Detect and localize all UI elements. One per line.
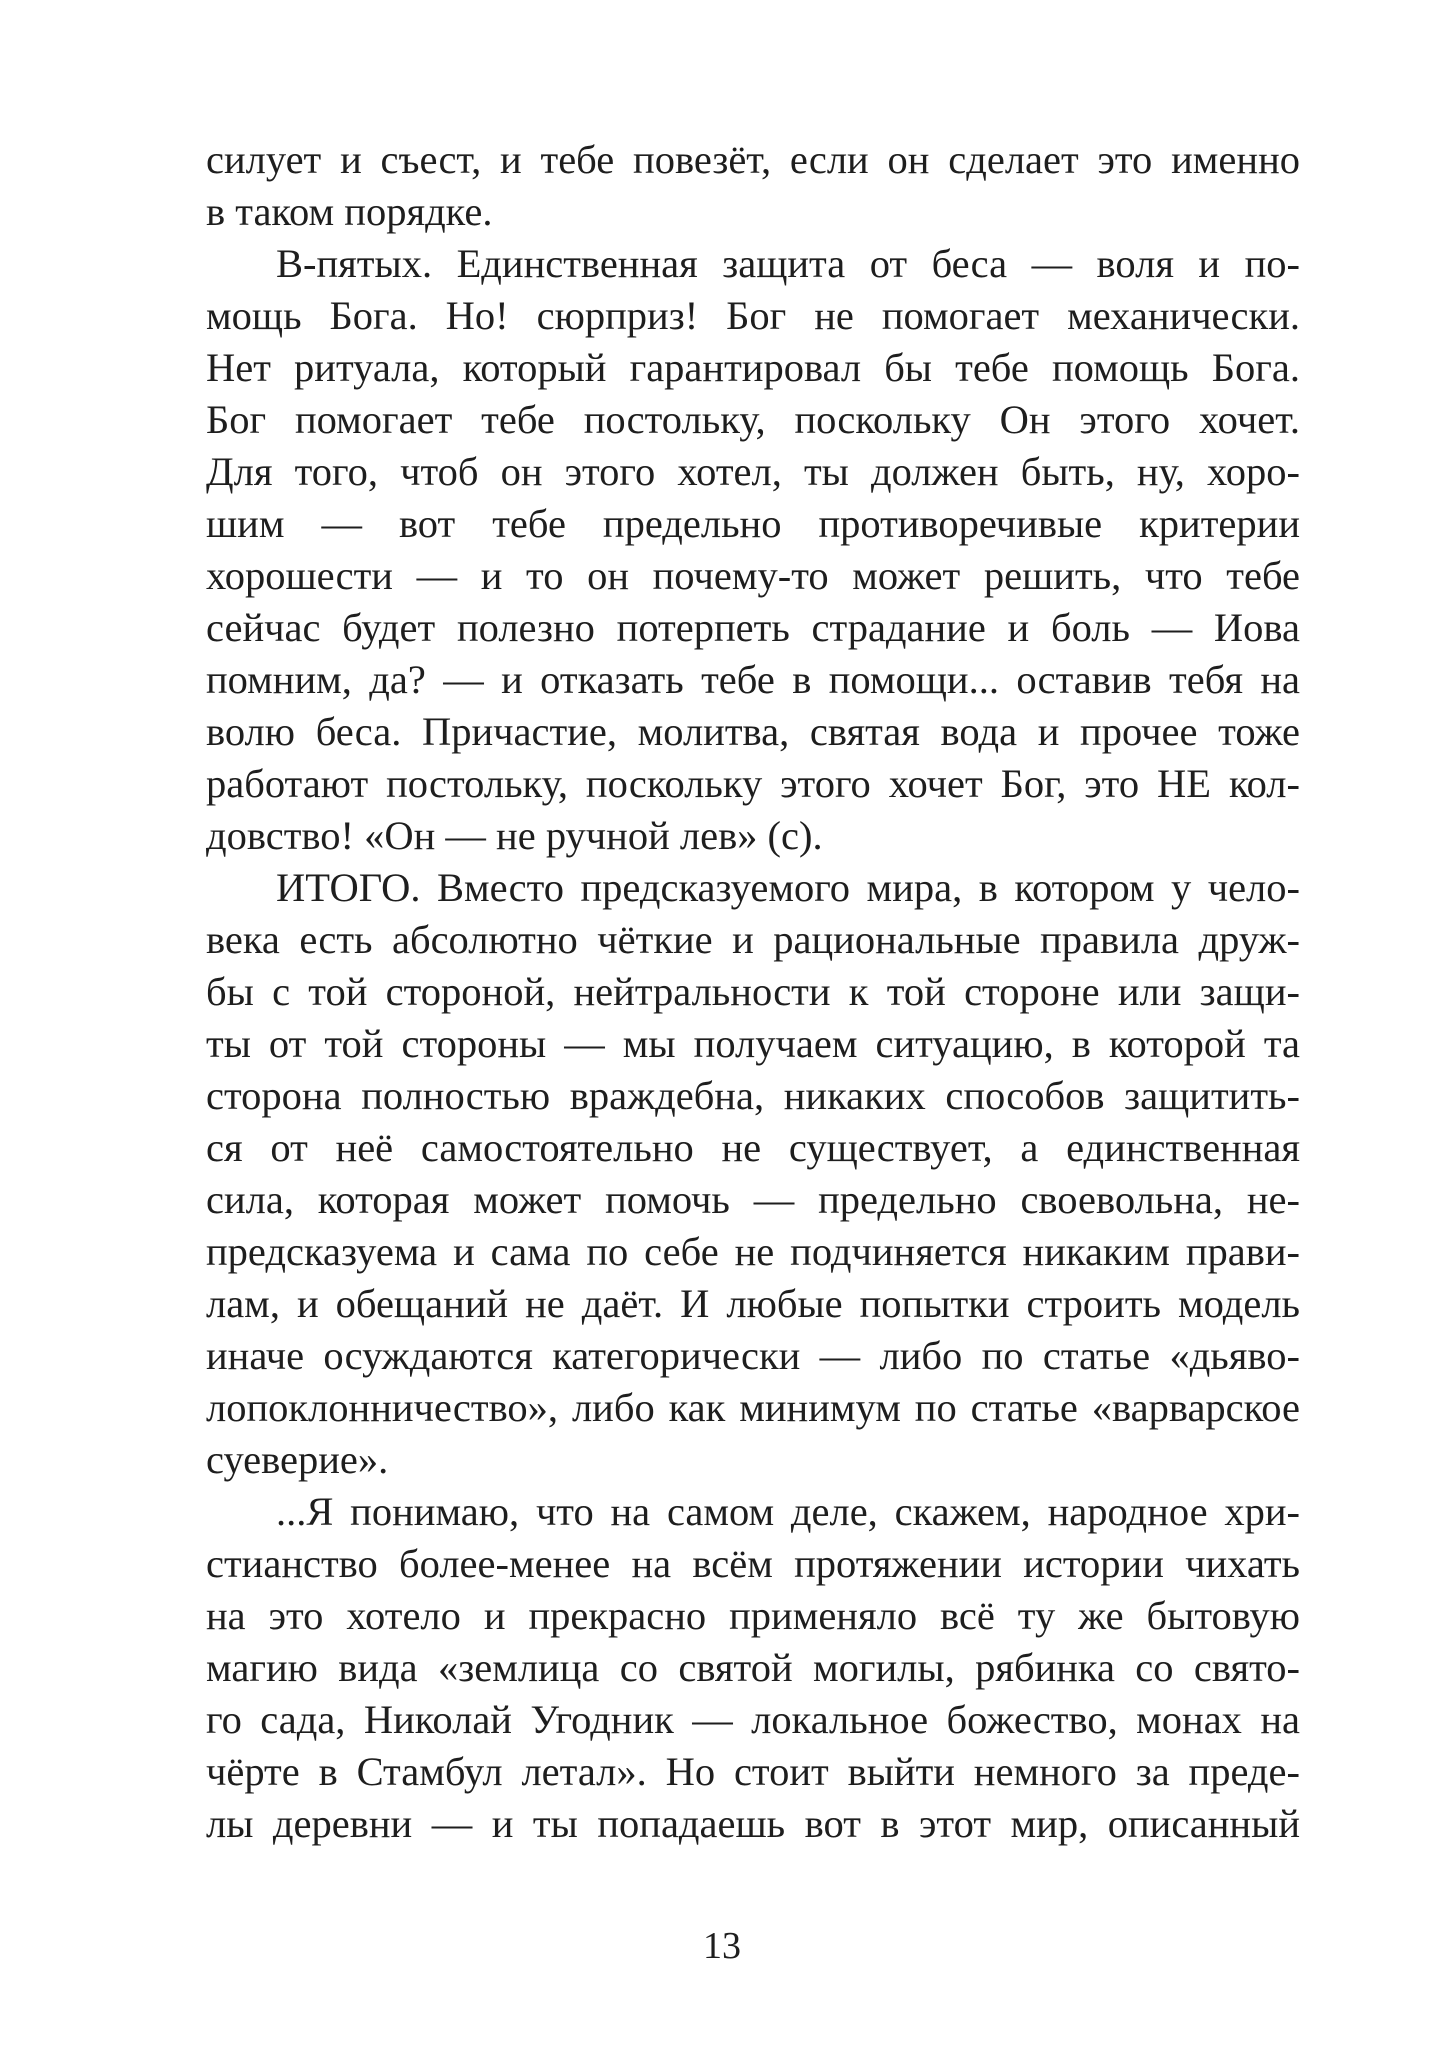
text-line: Нет ритуала, который гарантировал бы тебе помощь Бога. bbox=[206, 345, 1300, 390]
text-line: сейчас будет полезно потерпеть страдание и боль — Иова bbox=[206, 605, 1300, 650]
page-number: 13 bbox=[703, 1925, 741, 1967]
body-text bbox=[206, 134, 1300, 1850]
text-line: ИТОГО. Вместо предсказуемого мира, в котором у чело- bbox=[276, 865, 1300, 910]
text-line: В-пятых. Единственная защита от беса — воля и по- bbox=[276, 241, 1300, 286]
text-line: лы деревни — и ты попадаешь вот в этот мир, описанный bbox=[206, 1801, 1300, 1846]
text-line: шим — вот тебе предельно противоречивые критерии bbox=[206, 501, 1300, 546]
text-line: Для того, чтоб он этого хотел, ты должен быть, ну, хоро- bbox=[206, 449, 1300, 494]
text-line: на это хотело и прекрасно применяло всё ту же бытовую bbox=[206, 1593, 1300, 1638]
text-line: лопоклонничество», либо как минимум по статье «варварское bbox=[206, 1385, 1300, 1430]
text-line: стианство более-менее на всём протяжении истории чихать bbox=[206, 1541, 1300, 1586]
text-line: силует и съест, и тебе повезёт, если он сделает это именно bbox=[206, 137, 1300, 182]
text-line: ...Я понимаю, что на самом деле, скажем, народное хри- bbox=[276, 1489, 1300, 1534]
text-line: го сада, Николай Угодник — локальное божество, монах на bbox=[206, 1697, 1300, 1742]
text-line: бы с той стороной, нейтральности к той стороне или защи- bbox=[206, 969, 1300, 1014]
text-line: иначе осуждаются категорически — либо по статье «дьяво- bbox=[206, 1333, 1300, 1378]
text-line: помним, да? — и отказать тебе в помощи... оставив тебя на bbox=[206, 657, 1300, 702]
text-line: магию вида «землица со святой могилы, рябинка со свято- bbox=[206, 1645, 1300, 1690]
text-line: в таком порядке. bbox=[206, 189, 493, 234]
text-line: века есть абсолютно чёткие и рациональные правила друж- bbox=[206, 917, 1300, 962]
text-line: волю беса. Причастие, молитва, святая вода и прочее тоже bbox=[206, 709, 1300, 754]
text-line: сторона полностью враждебна, никаких способов защитить- bbox=[206, 1073, 1300, 1118]
text-line: мощь Бога. Но! сюрприз! Бог не помогает механически. bbox=[206, 293, 1300, 338]
text-line: сила, которая может помочь — предельно своевольна, не- bbox=[206, 1177, 1300, 1222]
text-line: работают постольку, поскольку этого хочет Бог, это НЕ кол- bbox=[206, 761, 1300, 806]
text-line: довство! «Он — не ручной лев» (с). bbox=[206, 813, 823, 858]
text-line: хорошести — и то он почему-то может решить, что тебе bbox=[206, 553, 1300, 598]
text-line: суеверие». bbox=[206, 1437, 389, 1482]
text-line: ты от той стороны — мы получаем ситуацию, в которой та bbox=[206, 1021, 1300, 1066]
text-line: Бог помогает тебе постольку, поскольку Он этого хочет. bbox=[206, 397, 1300, 442]
text-line: чёрте в Стамбул летал». Но стоит выйти немного за преде- bbox=[206, 1749, 1300, 1794]
text-line: лам, и обещаний не даёт. И любые попытки строить модель bbox=[206, 1281, 1300, 1326]
text-line: ся от неё самостоятельно не существует, а единственная bbox=[206, 1125, 1300, 1170]
text-line: предсказуема и сама по себе не подчиняется никаким прави- bbox=[206, 1229, 1300, 1274]
